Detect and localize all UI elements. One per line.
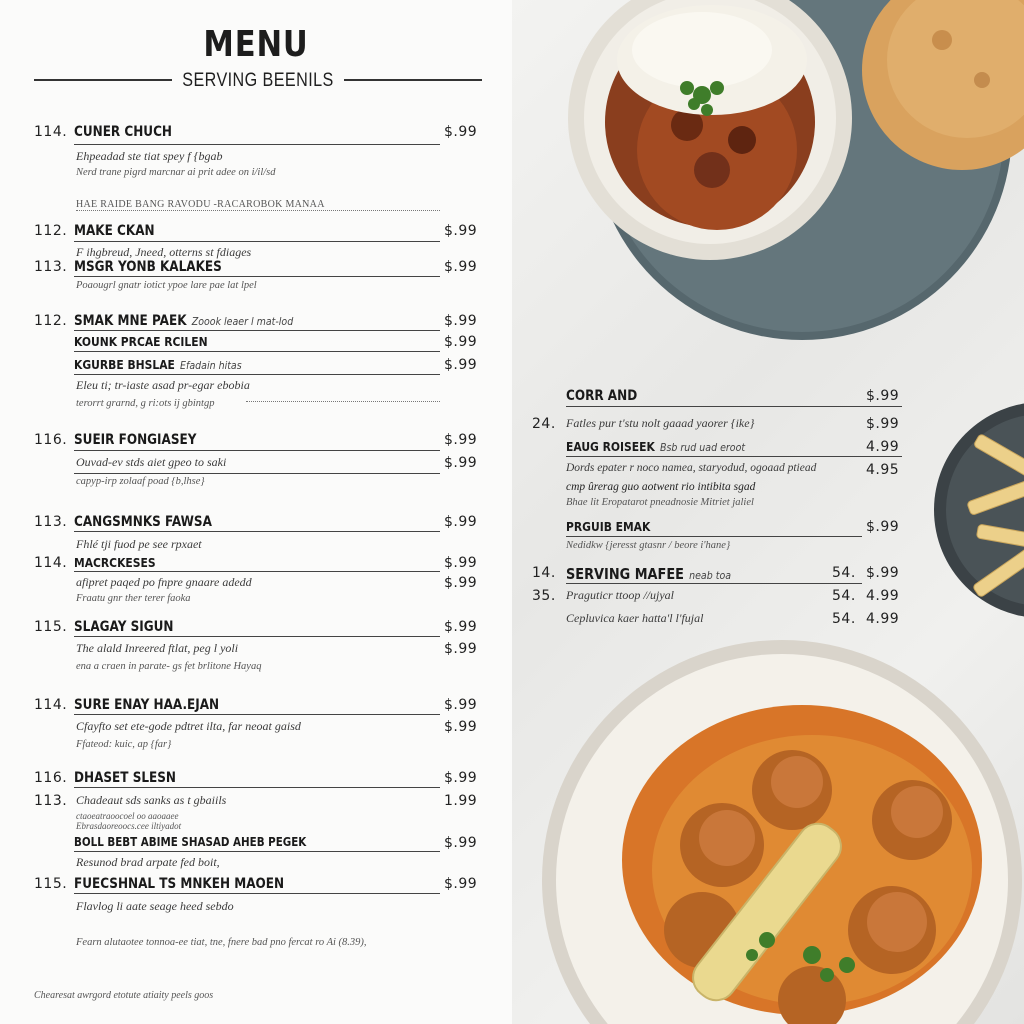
item-description: capyp-irp zolaaf poad {b,lhse} [76,476,205,487]
item-number: 115. [34,619,68,635]
item-number: 114. [34,697,68,713]
item-description: Fhlé tji fuod pe see rpxaet [76,537,202,551]
menu-title: MENU [203,24,309,65]
item-name: PRGUIB EMAK [566,519,651,534]
item-rule [74,473,440,474]
item-number: 112. [34,223,68,239]
item-price: $.99 [444,313,478,329]
item-number: 116. [34,432,68,448]
item-name: CUNER CHUCH [74,124,172,140]
item-number: 116. [34,770,68,786]
item-price: $.99 [444,223,478,239]
menu-item [34,835,480,857]
item-description: Ehpeadad ste tiat spey f {bgab [76,149,223,163]
dotted-divider [246,401,440,402]
item-price: 4.95 [866,462,900,478]
item-description: afipret paqed po fnpre gnaare adedd [76,575,252,589]
item-name: DHASET SLESN [74,770,177,786]
item-name: CANGSMNKS FAWSA [74,514,212,530]
item-price: $.99 [444,641,478,657]
item-price: $.99 [444,697,478,713]
item-price: 1.99 [444,793,478,809]
item-price: $.99 [444,575,478,591]
menu-subtitle: SERVING BEENILS [182,70,334,91]
menu-item [34,719,480,741]
item-rule [74,276,440,277]
menu-item [34,334,480,356]
item-name [74,357,242,372]
item-price-a: 54. [832,611,856,627]
item-name-text: SERVING MAFEE [566,565,684,583]
item-name: KOUNK PRCAE RCILEN [74,334,208,349]
item-description: Ffateod: kuic, ap {far} [76,739,172,750]
item-description: Ouvad-ev stds aiet gpeo to saki [76,455,227,469]
item-name-text: EAUG ROISEEK [566,439,655,454]
menu-subtitle-row [34,70,482,102]
item-rule [74,351,440,352]
item-number: 14. [532,565,556,581]
item-rule [74,851,440,852]
menu-bottom-note: Fearn alutaotee tonnoa-ee tiat, tne, fnere bad pno fercat ro Ai (8.39), [76,937,367,948]
item-description: The alald Inreered ftlat, peg l yoli [76,641,239,655]
menu-item [34,697,480,719]
item-price: $.99 [444,770,478,786]
item-rule [74,330,440,331]
item-name-text: KGURBE BHSLAE [74,357,175,372]
item-rule [74,714,440,715]
item-price: $.99 [866,388,900,404]
item-price: $.99 [444,514,478,530]
item-price: $.99 [444,432,478,448]
menu-item [34,124,480,146]
item-price: 4.99 [866,439,900,455]
item-price: $.99 [866,519,900,535]
item-number: 35. [532,588,556,604]
item-name: MAKE CKAN [74,223,155,239]
item-note: Zoook leaer l mat-lod [191,315,294,328]
menu-item [532,588,902,610]
item-description: Bhae lit Eropatarot pneadnosie Mitriet jaliel [566,497,754,508]
item-description: Ebrasdaoreoocs.cee iltiyadot [76,821,182,831]
item-price-a: 54. [832,588,856,604]
menu-item [34,770,480,792]
item-description: Nerd trane pigrd marcnar ai prit adee on i/il/sd [76,167,276,178]
item-number: 115. [34,876,68,892]
item-note: neab toa [689,569,732,582]
item-description: Eleu ti; tr-iaste asad pr-egar ebobia [76,378,250,392]
item-name: SURE ENAY HAA.EJAN [74,697,220,713]
item-rule [74,450,440,451]
item-name: SUEIR FONGIASEY [74,432,197,448]
item-rule [566,583,862,584]
food-photo-panel [512,0,1024,1024]
item-description: Chadeaut sds sanks as t gbaiils [76,793,227,807]
item-name: FUECSHNAL TS MNKEH MAOEN [74,876,285,892]
item-rule [74,144,440,145]
item-number: 114. [34,124,68,140]
item-rule [74,241,440,242]
item-description: ena a craen in parate- gs fet brlitone Hayaq [76,661,262,672]
menu-item [532,416,902,438]
item-price: $.99 [444,619,478,635]
item-name: BOLL BEBT ABIME SHASAD AHEB PEGEK [74,835,307,849]
item-price: $.99 [866,565,900,581]
item-note: Efadain hitas [180,359,242,372]
item-rule [74,893,440,894]
item-description: Cepluvica kaer hatta'l l'fujal [566,611,704,625]
item-price: $.99 [444,555,478,571]
item-description: Poaougrl gnatr iotict ypoe lare pae lat lpel [76,280,257,291]
menu-item [34,876,480,898]
item-name [566,565,731,583]
item-name [74,313,293,329]
item-price: 4.99 [866,588,900,604]
section-caption: HAE RAIDE BANG RAVODU -RACAROBOK MANAA [76,199,325,210]
item-note: Bsb rud uad eroot [659,441,746,454]
item-description: Fraatu gnr ther terer faoka [76,593,191,604]
item-rule [74,787,440,788]
item-description: terorrt grarnd, g ri:ots ij gbintgp [76,398,215,409]
item-description: Nedidkw {jeresst gtasnr / beore i'hane} [566,540,731,551]
item-name [566,439,745,454]
item-price: 4.99 [866,611,900,627]
item-price: $.99 [444,124,478,140]
menu-item [34,619,480,641]
menu-item [34,259,480,281]
item-description: Flavlog li aate seage heed sebdo [76,899,234,913]
item-name: MSGR YONB KALAKES [74,259,222,275]
item-number: 113. [34,514,68,530]
item-name: MACRCKESES [74,555,156,570]
item-rule [566,406,902,407]
item-number: 113. [34,793,68,809]
item-price: $.99 [866,416,900,432]
item-rule [566,536,862,537]
item-number: 24. [532,416,556,432]
menu-item [532,611,902,633]
item-price: $.99 [444,876,478,892]
item-description: cmp ûrerag guo aotwent rio intibita sgad [566,481,756,493]
item-price-a: 54. [832,565,856,581]
item-rule [74,531,440,532]
item-rule [74,571,440,572]
item-name-text: SMAK MNE PAEK [74,313,187,329]
menu-item [34,514,480,536]
item-description: F ihgbreud, Jneed, otterns st fdiages [76,245,252,259]
item-number: 114. [34,555,68,571]
item-number: 112. [34,313,68,329]
item-rule [74,374,440,375]
item-description: Fatles pur t'stu nolt gaaad yaorer {ike} [566,416,755,430]
menu-item [34,641,480,663]
item-price: $.99 [444,835,478,851]
item-price: $.99 [444,357,478,373]
menu-item [532,439,902,461]
item-description: ctaoeatraoocoel oo aaoaaee [76,811,179,821]
item-description: Cfayfto set ete-gode pdtret ilta, far neoat gaisd [76,719,301,733]
item-description: Praguticr ttoop //ujyal [566,588,674,602]
menu-item [532,519,902,541]
item-rule [74,636,440,637]
menu-footer-note: Chearesat awrgord etotute atiaity peels goos [34,990,214,1001]
food-photo [512,0,1024,1024]
item-price: $.99 [444,455,478,471]
menu-item [34,313,480,335]
item-price: $.99 [444,719,478,735]
item-price: $.99 [444,334,478,350]
item-description: Resunod brad arpate fed boit, [76,855,220,869]
item-description: Dords epater r noco namea, staryodud, ogoaad ptiead [566,462,817,474]
menu-item [34,357,480,379]
item-price: $.99 [444,259,478,275]
item-number: 113. [34,259,68,275]
item-name: SLAGAY SIGUN [74,619,174,635]
item-name: CORR AND [566,388,638,404]
menu-item [34,555,480,577]
dotted-divider [76,210,440,211]
item-rule [566,456,902,457]
